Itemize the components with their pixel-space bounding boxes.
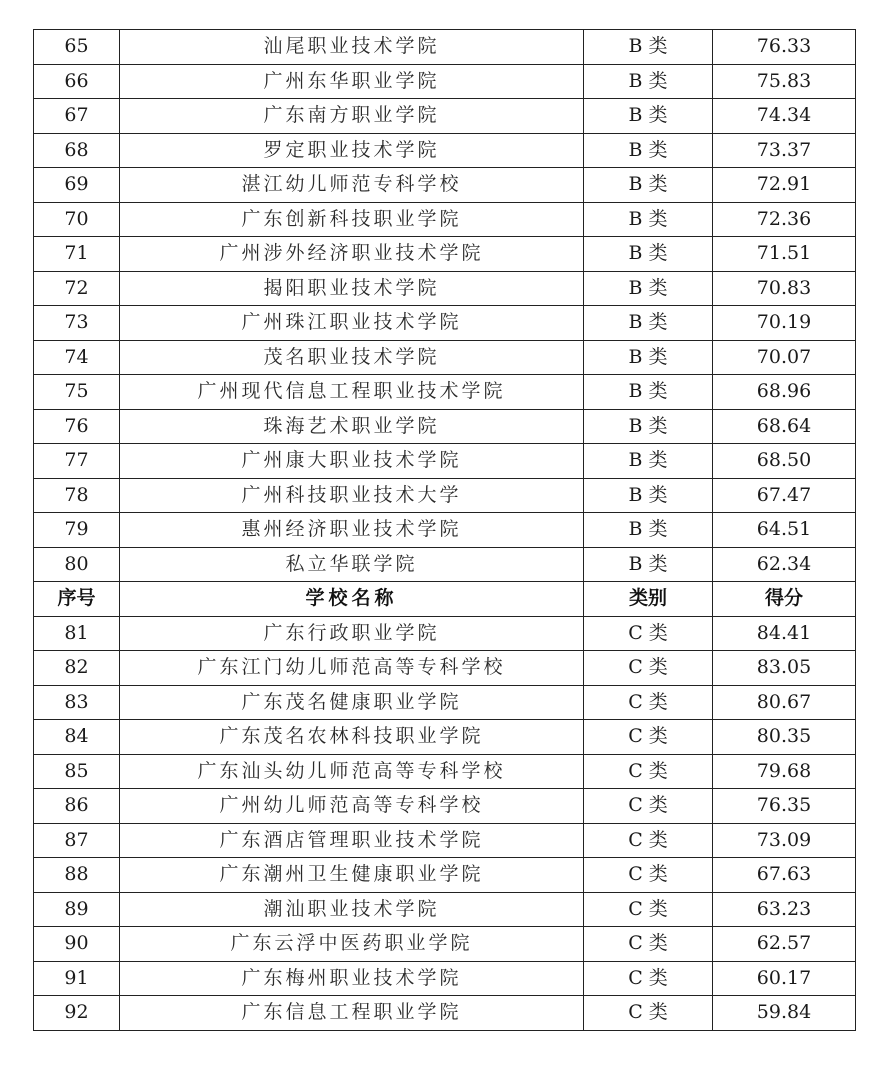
cell-score: 76.35 [713,789,856,824]
table-row [34,271,856,306]
cell-category: C 类 [584,651,713,686]
cell-school-name: 广东南方职业学院 [120,99,584,134]
table-row [34,616,856,651]
cell-category: C 类 [584,892,713,927]
cell-school-name: 广东云浮中医药职业学院 [120,927,584,962]
table-row [34,513,856,548]
cell-school-name: 广州现代信息工程职业技术学院 [120,375,584,410]
table-row [34,720,856,755]
table-row [34,478,856,513]
cell-score: 79.68 [713,754,856,789]
table-header [34,582,856,617]
cell-category: C 类 [584,789,713,824]
cell-number: 68 [34,133,120,168]
table-row [34,237,856,272]
cell-number: 81 [34,616,120,651]
table-row [34,133,856,168]
cell-category: B 类 [584,478,713,513]
cell-score: 75.83 [713,64,856,99]
cell-school-name: 广东梅州职业技术学院 [120,961,584,996]
cell-number: 79 [34,513,120,548]
category-c-rows [34,616,856,1030]
cell-number: 82 [34,651,120,686]
cell-category: C 类 [584,961,713,996]
cell-category: B 类 [584,133,713,168]
cell-number: 66 [34,64,120,99]
cell-score: 80.67 [713,685,856,720]
cell-number: 88 [34,858,120,893]
cell-number: 85 [34,754,120,789]
cell-category: C 类 [584,858,713,893]
table-row [34,892,856,927]
header-name: 学校名称 [120,582,584,617]
cell-category: B 类 [584,237,713,272]
cell-score: 59.84 [713,996,856,1031]
table-row [34,685,856,720]
cell-score: 62.57 [713,927,856,962]
category-b-rows [34,30,856,582]
cell-score: 72.91 [713,168,856,203]
cell-school-name: 广东潮州卫生健康职业学院 [120,858,584,893]
table-row [34,168,856,203]
cell-score: 84.41 [713,616,856,651]
cell-school-name: 惠州经济职业技术学院 [120,513,584,548]
table-row [34,927,856,962]
cell-category: C 类 [584,616,713,651]
cell-category: C 类 [584,685,713,720]
cell-score: 72.36 [713,202,856,237]
cell-school-name: 潮汕职业技术学院 [120,892,584,927]
cell-school-name: 广东创新科技职业学院 [120,202,584,237]
cell-score: 71.51 [713,237,856,272]
table-row [34,961,856,996]
cell-category: B 类 [584,202,713,237]
table-row [34,444,856,479]
cell-school-name: 广东江门幼儿师范高等专科学校 [120,651,584,686]
cell-category: B 类 [584,271,713,306]
cell-category: B 类 [584,168,713,203]
table-row [34,99,856,134]
table-row [34,306,856,341]
cell-score: 60.17 [713,961,856,996]
cell-school-name: 广州科技职业技术大学 [120,478,584,513]
cell-school-name: 茂名职业技术学院 [120,340,584,375]
cell-number: 80 [34,547,120,582]
cell-score: 73.09 [713,823,856,858]
cell-number: 89 [34,892,120,927]
cell-number: 92 [34,996,120,1031]
cell-category: B 类 [584,306,713,341]
cell-category: C 类 [584,754,713,789]
cell-category: B 类 [584,64,713,99]
cell-number: 78 [34,478,120,513]
cell-number: 91 [34,961,120,996]
cell-school-name: 私立华联学院 [120,547,584,582]
cell-number: 90 [34,927,120,962]
cell-category: B 类 [584,444,713,479]
cell-number: 74 [34,340,120,375]
ranking-table [33,29,856,1031]
cell-category: B 类 [584,340,713,375]
cell-score: 67.47 [713,478,856,513]
cell-category: C 类 [584,720,713,755]
cell-number: 71 [34,237,120,272]
header-row [34,582,856,617]
cell-score: 68.96 [713,375,856,410]
cell-number: 73 [34,306,120,341]
cell-number: 76 [34,409,120,444]
cell-number: 70 [34,202,120,237]
cell-score: 64.51 [713,513,856,548]
table-row [34,858,856,893]
cell-number: 72 [34,271,120,306]
cell-school-name: 广东茂名健康职业学院 [120,685,584,720]
table-row [34,340,856,375]
cell-category: B 类 [584,375,713,410]
cell-school-name: 广东行政职业学院 [120,616,584,651]
cell-school-name: 湛江幼儿师范专科学校 [120,168,584,203]
cell-category: B 类 [584,99,713,134]
cell-category: B 类 [584,547,713,582]
cell-number: 77 [34,444,120,479]
cell-school-name: 广东汕头幼儿师范高等专科学校 [120,754,584,789]
cell-category: C 类 [584,823,713,858]
table-row [34,409,856,444]
cell-category: C 类 [584,996,713,1031]
cell-school-name: 罗定职业技术学院 [120,133,584,168]
cell-score: 80.35 [713,720,856,755]
cell-score: 70.07 [713,340,856,375]
cell-category: C 类 [584,927,713,962]
table-row [34,64,856,99]
cell-school-name: 广州幼儿师范高等专科学校 [120,789,584,824]
cell-score: 68.50 [713,444,856,479]
cell-number: 65 [34,30,120,65]
cell-number: 84 [34,720,120,755]
cell-school-name: 广东酒店管理职业技术学院 [120,823,584,858]
cell-score: 70.19 [713,306,856,341]
table-row [34,651,856,686]
table-row [34,996,856,1031]
cell-score: 67.63 [713,858,856,893]
cell-score: 74.34 [713,99,856,134]
cell-category: B 类 [584,513,713,548]
cell-number: 67 [34,99,120,134]
cell-number: 87 [34,823,120,858]
cell-number: 75 [34,375,120,410]
cell-school-name: 广东茂名农林科技职业学院 [120,720,584,755]
table-row [34,789,856,824]
cell-score: 68.64 [713,409,856,444]
cell-school-name: 汕尾职业技术学院 [120,30,584,65]
cell-score: 63.23 [713,892,856,927]
cell-category: B 类 [584,30,713,65]
cell-score: 62.34 [713,547,856,582]
table-row [34,375,856,410]
cell-number: 86 [34,789,120,824]
table-row [34,547,856,582]
cell-school-name: 广东信息工程职业学院 [120,996,584,1031]
table-row [34,823,856,858]
cell-school-name: 广州康大职业技术学院 [120,444,584,479]
cell-school-name: 广州珠江职业技术学院 [120,306,584,341]
cell-score: 70.83 [713,271,856,306]
cell-score: 76.33 [713,30,856,65]
header-category: 类别 [584,582,713,617]
cell-score: 73.37 [713,133,856,168]
cell-school-name: 揭阳职业技术学院 [120,271,584,306]
cell-number: 83 [34,685,120,720]
cell-category: B 类 [584,409,713,444]
cell-number: 69 [34,168,120,203]
header-no: 序号 [34,582,120,617]
cell-school-name: 珠海艺术职业学院 [120,409,584,444]
cell-score: 83.05 [713,651,856,686]
table-row [34,202,856,237]
cell-school-name: 广州涉外经济职业技术学院 [120,237,584,272]
header-score: 得分 [713,582,856,617]
cell-school-name: 广州东华职业学院 [120,64,584,99]
table-row [34,754,856,789]
table-row [34,30,856,65]
